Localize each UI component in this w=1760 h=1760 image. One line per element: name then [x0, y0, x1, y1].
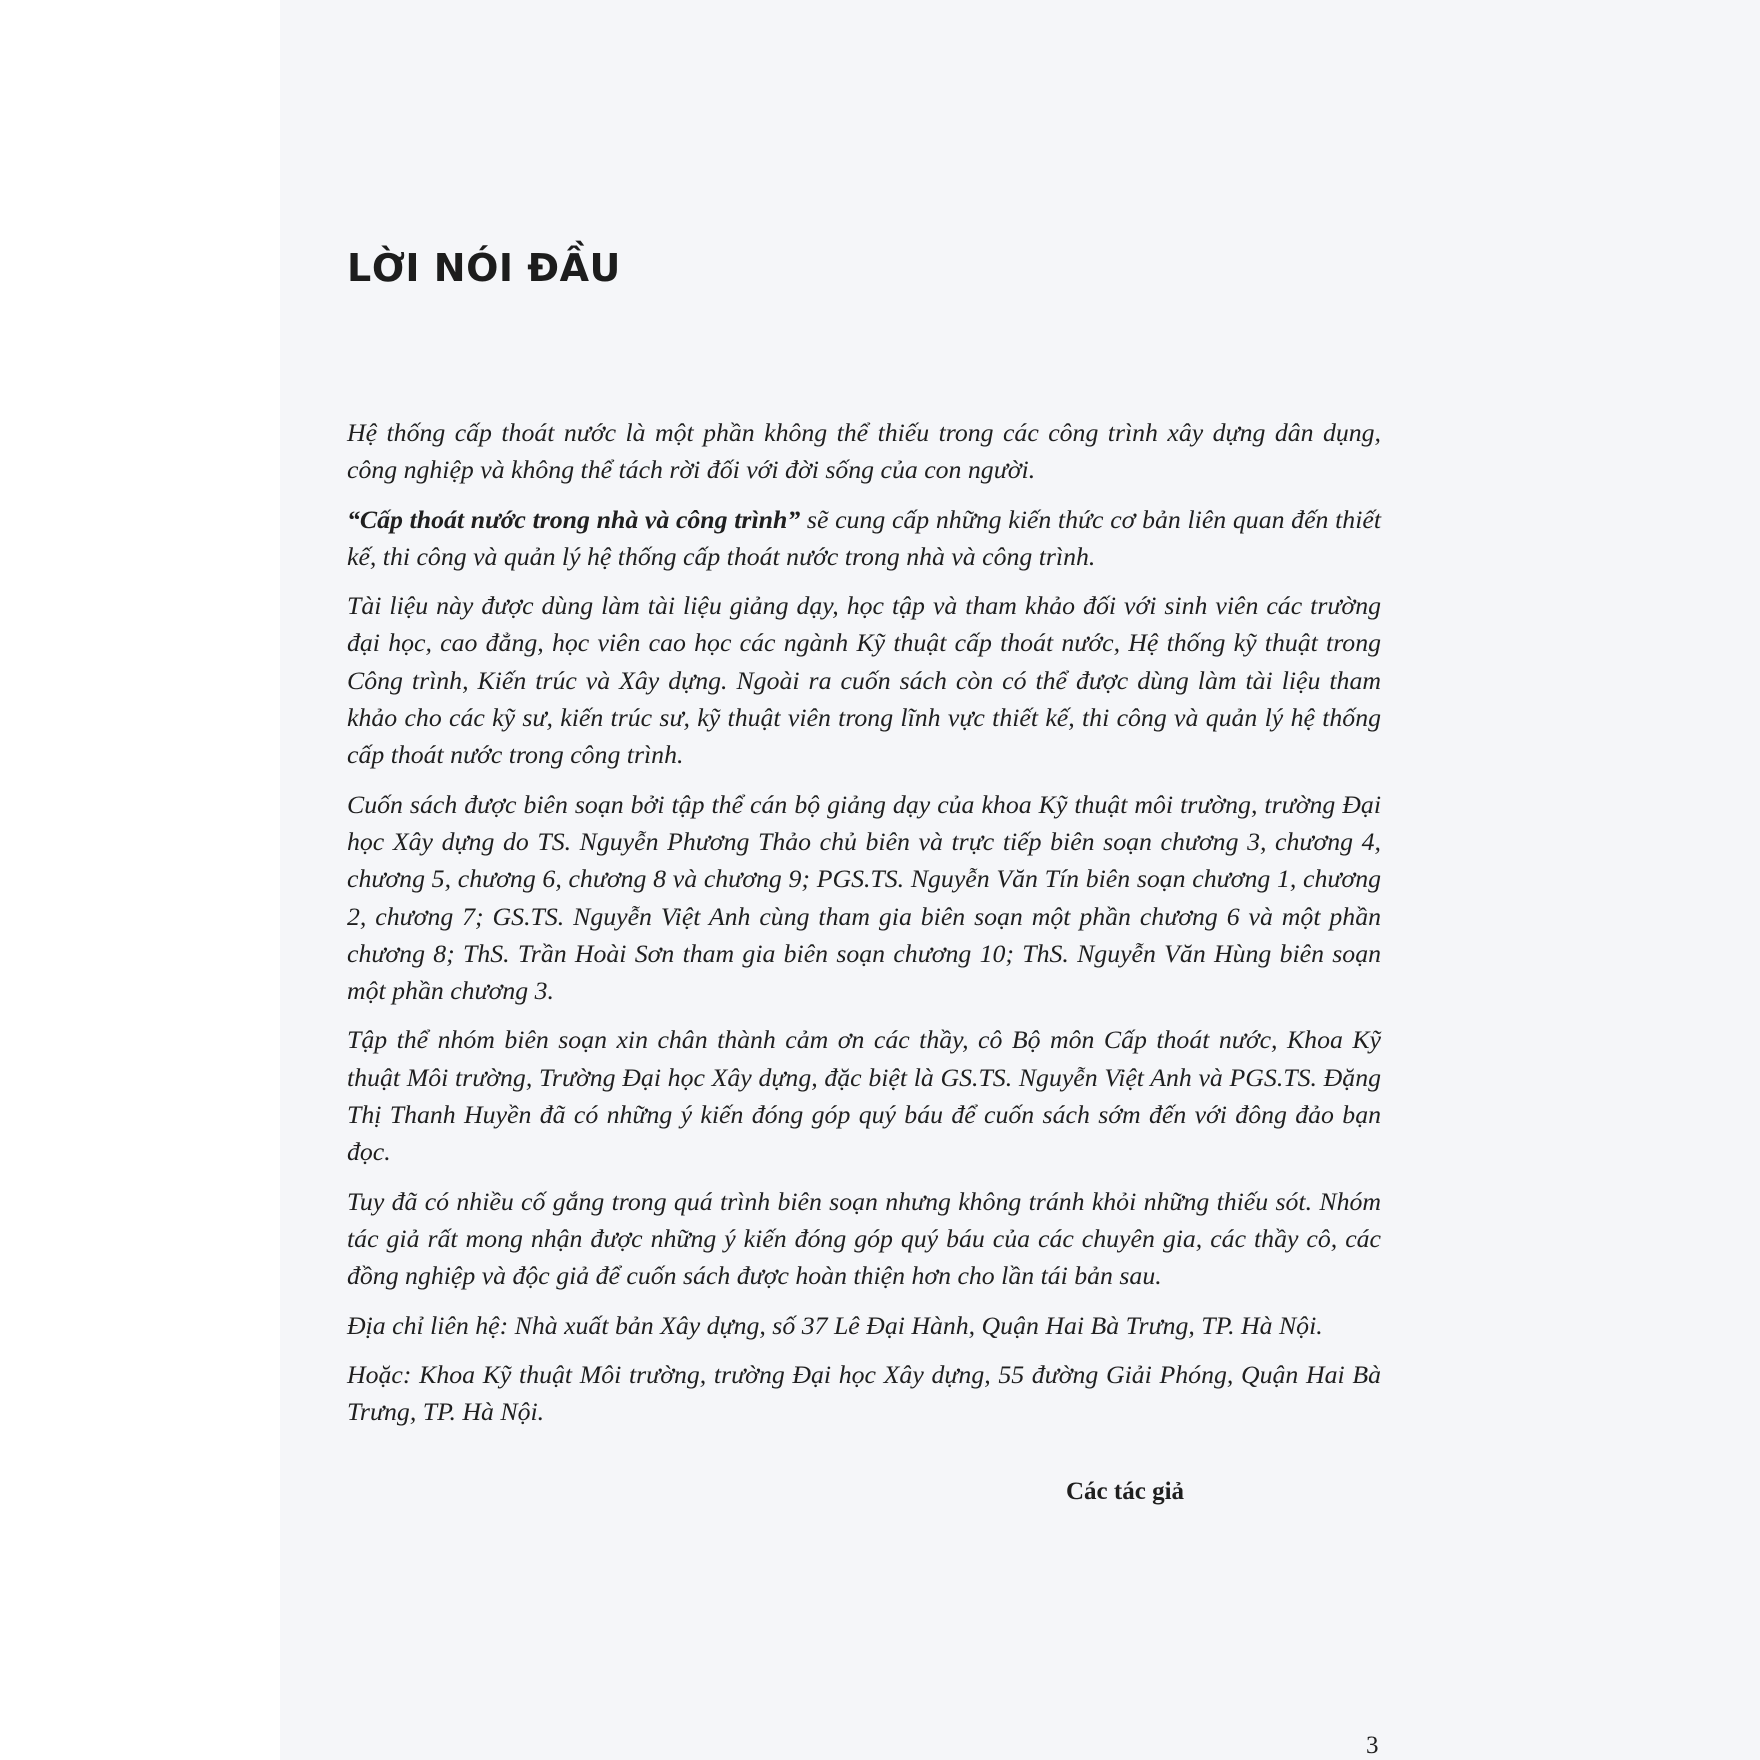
paragraph-2: “Cấp thoát nước trong nhà và công trình” sẽ cung cấp những kiến thức cơ bản liên quan đến thiết kế, thi công và quản lý hệ thống cấp thoát nước trong nhà và công trình.	[347, 504, 1381, 571]
paragraph-1: Hệ thống cấp thoát nước là một phần không thể thiếu trong các công trình xây dựng dân dụng, công nghiệp và không thể tách rời đối với đời sống của con người.	[347, 418, 1381, 485]
preface-body	[347, 414, 1381, 1442]
book-title: “Cấp thoát nước trong nhà và công trình”	[347, 504, 801, 534]
paragraph-4: Cuốn sách được biên soạn bởi tập thể cán bộ giảng dạy của khoa Kỹ thuật môi trường, trường Đại học Xây dựng do TS. Nguyễn Phương Thảo chủ biên và trực tiếp biên soạn chương 3, chương 4, chương 5, chương 6, chương 8 và chương 9; PGS.TS. Nguyễn Văn Tín biên soạn chương 1, chương 2, chương 7; GS.TS. Nguyễn Việt Anh cùng tham gia biên soạn một phần chương 6 và một phần chương 8; ThS. Trần Hoài Sơn tham gia biên soạn chương 10; ThS. Nguyễn Văn Hùng biên soạn một phần chương 3.	[347, 789, 1381, 1006]
page-title: LỜI NÓI ĐẦU	[347, 246, 621, 290]
paragraph-5: Tập thể nhóm biên soạn xin chân thành cảm ơn các thầy, cô Bộ môn Cấp thoát nước, Khoa Kỹ thuật Môi trường, Trường Đại học Xây dựng, đặc biệt là GS.TS. Nguyễn Việt Anh và PGS.TS. Đặng Thị Thanh Huyền đã có những ý kiến đóng góp quý báu để cuốn sách sớm đến với đông đảo bạn đọc.	[347, 1025, 1381, 1167]
contact-address: Địa chỉ liên hệ: Nhà xuất bản Xây dựng, số 37 Lê Đại Hành, Quận Hai Bà Trưng, TP. Hà Nội.	[347, 1310, 1323, 1340]
page-number: 3	[1366, 1732, 1379, 1759]
paragraph-6: Tuy đã có nhiều cố gắng trong quá trình biên soạn nhưng không tránh khỏi những thiếu sót. Nhóm tác giả rất mong nhận được những ý kiến đóng góp quý báu của các chuyên gia, các thầy cô, các đồng nghiệp và độc giả để cuốn sách được hoàn thiện hơn cho lần tái bản sau.	[347, 1186, 1381, 1291]
contact-alternative: Hoặc: Khoa Kỹ thuật Môi trường, trường Đại học Xây dựng, 55 đường Giải Phóng, Quận Hai Bà Trưng, TP. Hà Nội.	[347, 1359, 1381, 1427]
signature: Các tác giả	[1066, 1478, 1185, 1505]
paragraph-3: Tài liệu này được dùng làm tài liệu giảng dạy, học tập và tham khảo đối với sinh viên các trường đại học, cao đẳng, học viên cao học các ngành Kỹ thuật cấp thoát nước, Hệ thống kỹ thuật trong Công trình, Kiến trúc và Xây dựng. Ngoài ra cuốn sách còn có thể được dùng làm tài liệu tham khảo cho các kỹ sư, kiến trúc sư, kỹ thuật viên trong lĩnh vực thiết kế, thi công và quản lý hệ thống cấp thoát nước trong công trình.	[347, 591, 1381, 770]
